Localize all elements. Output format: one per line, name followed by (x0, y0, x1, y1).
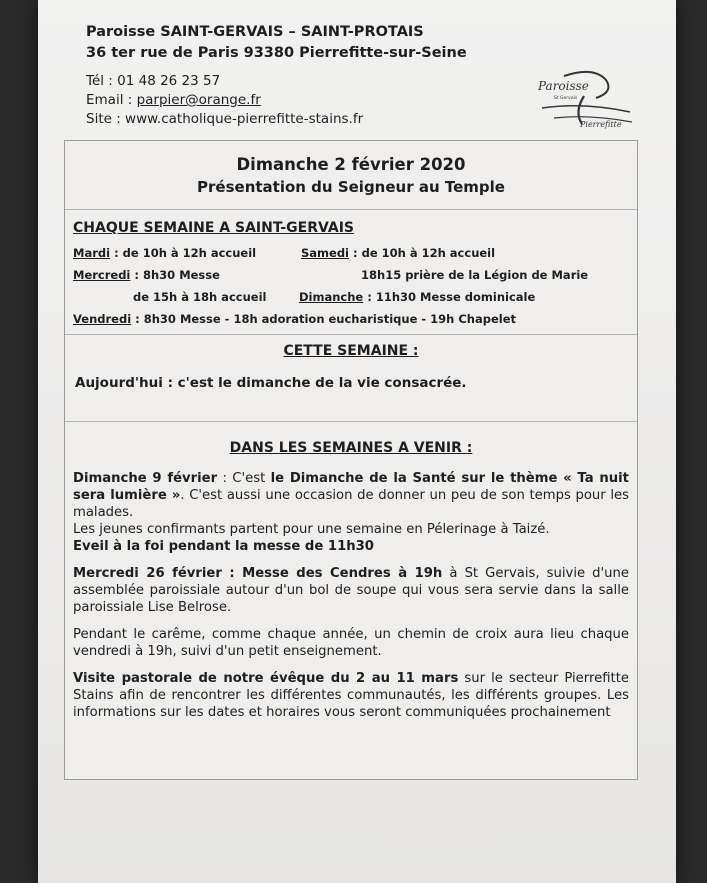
parish-leaflet (38, 0, 676, 883)
schedule-samedi-legion: 18h15 prière de la Légion de Marie (361, 268, 589, 282)
announcement-eveil: Eveil à la foi pendant la messe de 11h30 (73, 539, 374, 554)
parish-logo-graphic (534, 68, 634, 130)
weekly-heading: CHAQUE SEMAINE A SAINT-GERVAIS (73, 220, 355, 236)
email-line (86, 91, 506, 110)
title-section (65, 141, 637, 210)
coming-weeks-section (65, 422, 637, 721)
email-link[interactable]: parpier@orange.fr (136, 92, 261, 108)
website-link[interactable]: Site : www.catholique-pierrefitte-stains.fr (86, 111, 364, 127)
parish-name: Paroisse SAINT-GERVAIS – SAINT-PROTAIS (86, 24, 424, 40)
schedule-vendredi: Vendredi : 8h30 Messe - 18h adoration eucharistique - 19h Chapelet (73, 312, 517, 326)
logo-text-bottom: Pierrefitte (580, 120, 622, 129)
announcement-visite: Visite pastorale de notre évêque du 2 au 11 mars sur le secteur Pierrefitte Stains afin de rencontrer les différentes communautés, les différents groupes. Les informations sur les dates et horaires vous seront communiquées prochainement (73, 671, 629, 720)
coming-weeks-body (65, 456, 637, 721)
announcement-sante: Dimanche 9 février : C'est le Dimanche de la Santé sur le thème « Ta nuit sera lumière ». C'est aussi une occasion de donner un peu de son temps pour les malades. Les jeunes confirmants partent pour une semaine en Pélerinage à Taizé. Eveil à la foi pendant la messe de 11h30 (73, 471, 629, 554)
feast-subtitle: Présentation du Seigneur au Temple (197, 178, 505, 196)
parish-address: 36 ter rue de Paris 93380 Pierrefitte-sur-Seine (86, 45, 467, 61)
coming-weeks-heading: DANS LES SEMAINES A VENIR : (229, 440, 473, 456)
date-title: Dimanche 2 février 2020 (236, 155, 466, 174)
schedule-mercredi: Mercredi : 8h30 Messe (73, 268, 220, 282)
schedule-dimanche: Dimanche : 11h30 Messe dominicale (299, 290, 536, 304)
content-frame (64, 140, 638, 780)
schedule-mercredi-accueil: de 15h à 18h accueil (133, 290, 267, 304)
weekly-schedule-section (65, 210, 637, 335)
parish-logo (534, 68, 634, 130)
parish-header (86, 22, 506, 129)
announcement-cendres: Mercredi 26 février : Messe des Cendres à 19h à St Gervais, suivie d'une assemblée paroissiale autour d'un bol de soupe qui vous sera servie dans la salle paroissiale Lise Belrose. (73, 566, 630, 615)
announcement-careme: Pendant le carême, comme chaque année, un chemin de croix aura lieu chaque vendredi à 19h, suivi d'un petit enseignement. (73, 627, 629, 659)
announcement-taize: Les jeunes confirmants partent pour une semaine en Pélerinage à Taizé. (73, 522, 550, 537)
phone-number: Tél : 01 48 26 23 57 (86, 73, 221, 89)
schedule-mardi: Mardi : de 10h à 12h accueil (73, 246, 257, 260)
this-week-heading: CETTE SEMAINE : (283, 343, 419, 359)
this-week-section (65, 335, 637, 422)
logo-text-small: St Gervais (554, 96, 578, 101)
schedule-samedi: Samedi : de 10h à 12h accueil (301, 246, 496, 260)
email-label: Email : (86, 92, 137, 108)
this-week-text: Aujourd'hui : c'est le dimanche de la vie consacrée. (75, 375, 467, 391)
contact-block (86, 72, 506, 129)
logo-text-top: Paroisse (538, 79, 589, 93)
